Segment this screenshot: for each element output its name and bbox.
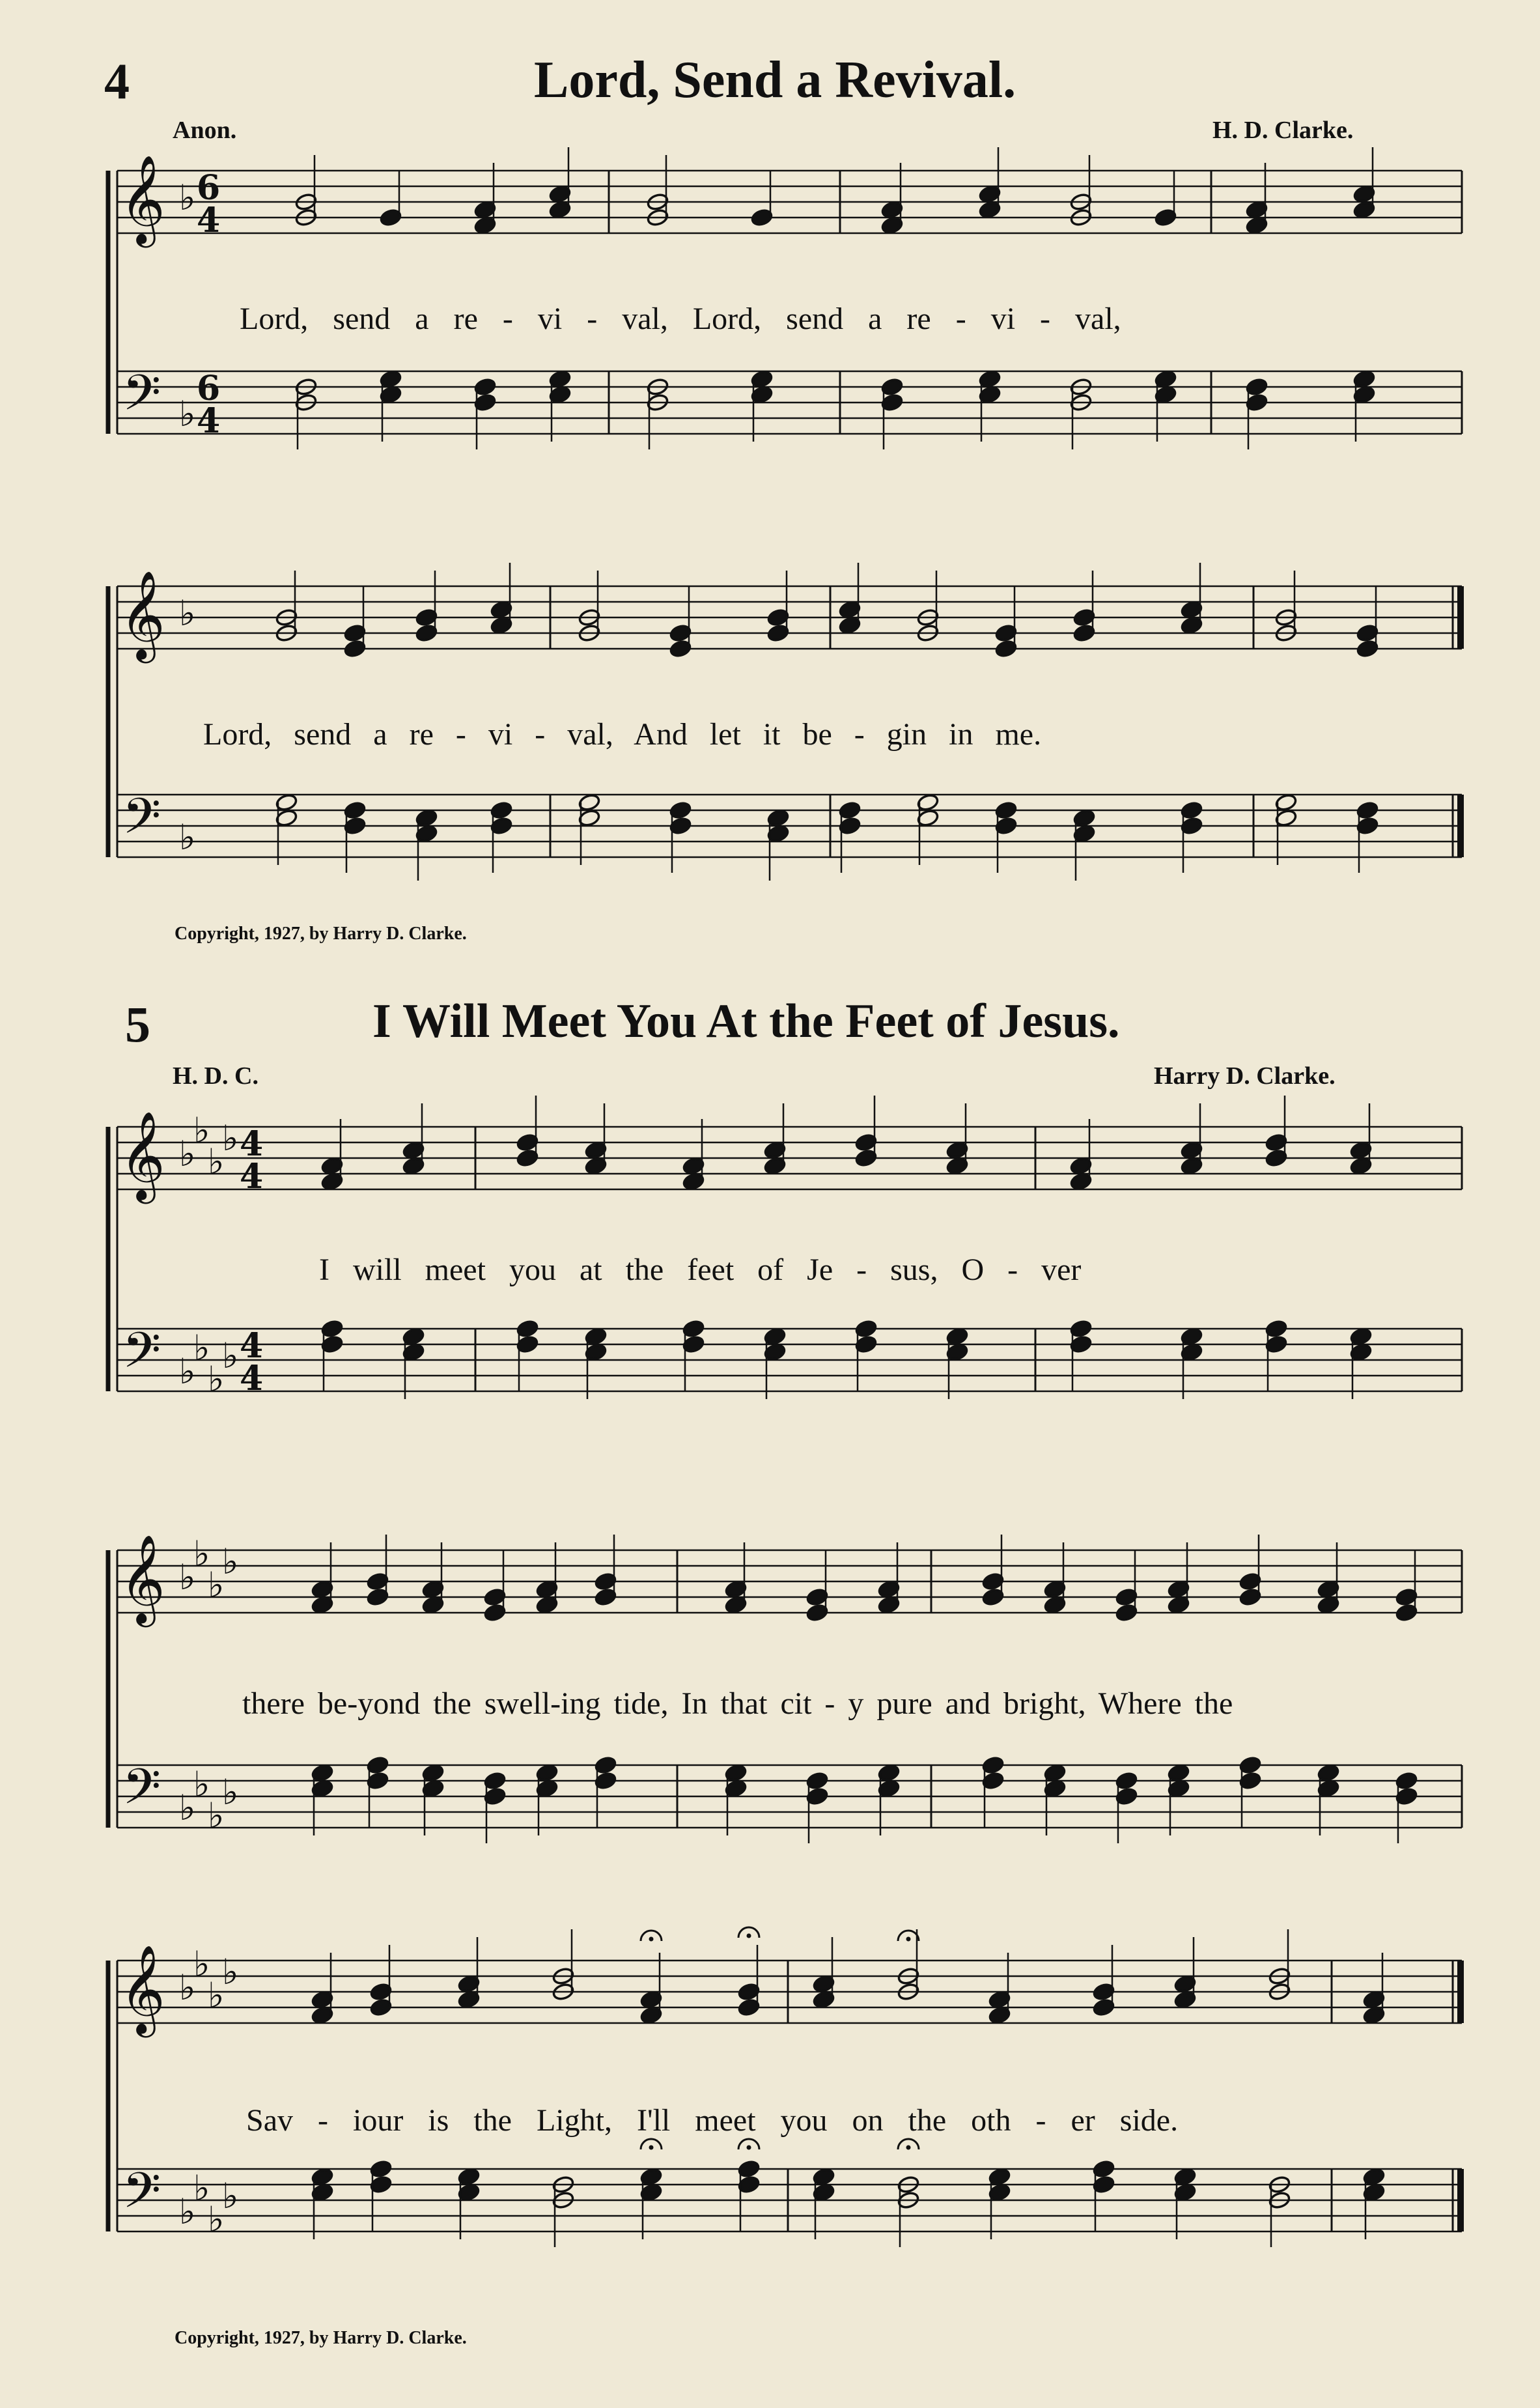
- lyric-line: I will meet you at the feet of Je - sus, O - ver: [319, 1253, 1082, 1287]
- fermata-dot: [906, 1937, 911, 1942]
- flat-icon: ♭: [179, 1967, 196, 2008]
- time-signature: 4: [240, 1326, 264, 1366]
- lyric-line: Lord, send a re - vi - val, And let it be - gin in me.: [203, 717, 1042, 752]
- fermata-dot: [747, 1934, 751, 1938]
- flat-icon: ♭: [179, 1351, 196, 1392]
- music-credit: H. D. Clarke.: [1212, 117, 1354, 144]
- flat-icon: ♭: [222, 2175, 239, 2217]
- flat-icon: ♭: [208, 1141, 225, 1182]
- flat-icon: ♭: [208, 1975, 225, 2016]
- flat-icon: ♭: [208, 1565, 225, 1606]
- bass-clef-icon: 𝄢: [122, 2162, 161, 2231]
- treble-clef-icon: 𝄞: [120, 1944, 165, 2033]
- hymn-title: I Will Meet You At the Feet of Jesus.: [372, 995, 1120, 1048]
- flat-icon: ♭: [208, 1359, 225, 1400]
- flat-icon: ♭: [179, 1787, 196, 1828]
- fermata-dot: [649, 2146, 654, 2150]
- time-signature: 6: [197, 168, 221, 208]
- flat-icon: ♭: [208, 1795, 225, 1836]
- treble-clef-icon: 𝄞: [120, 1110, 165, 1200]
- words-credit: Anon.: [173, 117, 237, 144]
- time-signature: 4: [240, 1124, 264, 1164]
- flat-icon: ♭: [222, 1335, 239, 1376]
- flat-icon: ♭: [179, 1133, 196, 1174]
- flat-icon: ♭: [179, 177, 196, 218]
- time-signature: 4: [197, 201, 221, 240]
- flat-icon: ♭: [208, 2199, 225, 2240]
- treble-clef-icon: 𝄞: [120, 569, 165, 659]
- time-signature: 4: [240, 1359, 264, 1398]
- flat-icon: ♭: [222, 1541, 239, 1582]
- treble-clef-icon: 𝄞: [120, 1533, 165, 1623]
- flat-icon: ♭: [193, 2168, 210, 2209]
- fermata-dot: [906, 2146, 911, 2150]
- treble-clef-icon: 𝄞: [120, 154, 165, 244]
- flat-icon: ♭: [193, 1533, 210, 1574]
- flat-icon: ♭: [222, 1951, 239, 1992]
- hymn-number: 5: [125, 996, 150, 1053]
- hymn-title: Lord, Send a Revival.: [534, 51, 1016, 109]
- lyric-line: Lord, send a re - vi - val, Lord, send a re - vi - val,: [240, 302, 1121, 336]
- flat-icon: ♭: [179, 2191, 196, 2232]
- flat-icon: ♭: [193, 1110, 210, 1151]
- flat-icon: ♭: [193, 1327, 210, 1368]
- copyright-notice: Copyright, 1927, by Harry D. Clarke.: [175, 924, 467, 944]
- bass-clef-icon: 𝄢: [122, 1758, 161, 1828]
- fermata-dot: [747, 2146, 751, 2150]
- flat-icon: ♭: [179, 1557, 196, 1598]
- bass-clef-icon: 𝄢: [122, 1322, 161, 1391]
- flat-icon: ♭: [179, 817, 196, 858]
- copyright-notice: Copyright, 1927, by Harry D. Clarke.: [175, 2328, 467, 2348]
- time-signature: 6: [197, 369, 221, 408]
- hymn-number: 4: [104, 53, 130, 109]
- words-credit: H. D. C.: [173, 1062, 259, 1090]
- lyric-line: Sav - iour is the Light, I'll meet you on the oth - er side.: [246, 2103, 1179, 2138]
- time-signature: 4: [240, 1157, 264, 1197]
- bass-clef-icon: 𝄢: [122, 787, 161, 857]
- flat-icon: ♭: [193, 1764, 210, 1805]
- bass-clef-icon: 𝄢: [122, 364, 161, 434]
- flat-icon: ♭: [222, 1118, 239, 1159]
- time-signature: 4: [197, 401, 221, 441]
- fermata-dot: [649, 1937, 654, 1942]
- flat-icon: ♭: [179, 393, 196, 434]
- flat-icon: ♭: [179, 593, 196, 634]
- lyric-line: there be-yond the swell-ing tide, In that cit - y pure and bright, Where the: [242, 1686, 1233, 1721]
- flat-icon: ♭: [193, 1944, 210, 1985]
- flat-icon: ♭: [222, 1772, 239, 1813]
- music-credit: Harry D. Clarke.: [1154, 1062, 1336, 1090]
